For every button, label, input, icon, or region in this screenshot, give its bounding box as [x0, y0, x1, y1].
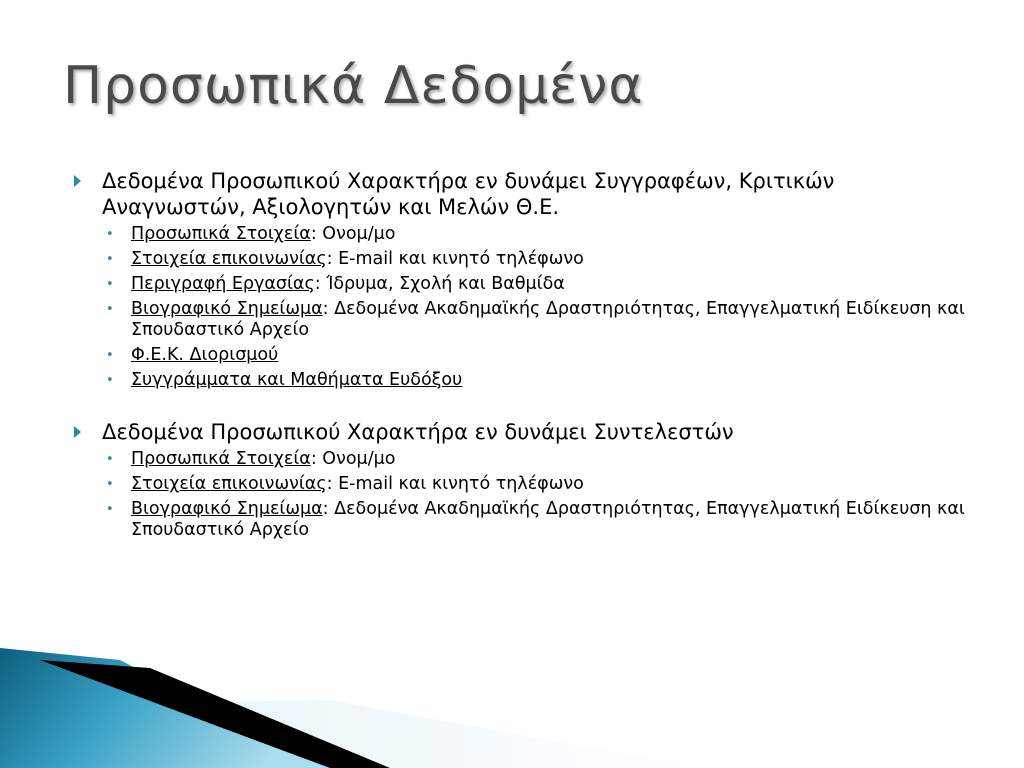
dot-bullet-icon: •	[106, 348, 114, 363]
list-item	[72, 224, 972, 245]
list-item	[72, 370, 972, 391]
triangle-bullet-icon	[74, 175, 81, 187]
section-contributors	[72, 419, 972, 541]
dot-bullet-icon: •	[106, 452, 114, 467]
item-text: : Δεδομένα Ακαδημαϊκής Δραστηριότητας, Επαγγελματική Ειδίκευση και Σπουδαστικό Αρχείο	[131, 499, 965, 540]
item-label: Φ.Ε.Κ. Διορισμού	[131, 345, 279, 365]
item-label: Περιγραφή Εργασίας	[131, 274, 315, 294]
triangle-bullet-icon	[74, 426, 81, 438]
item-text: : Δεδομένα Ακαδημαϊκής Δραστηριότητας, Επαγγελματική Ειδίκευση και Σπουδαστικό Αρχείο	[131, 299, 965, 340]
slide-body	[72, 168, 972, 545]
dot-bullet-icon: •	[106, 477, 114, 492]
item-text: : Ονομ/μο	[310, 224, 396, 244]
item-label: Στοιχεία επικοινωνίας	[131, 474, 327, 494]
item-text: : E-mail και κινητό τηλέφωνο	[326, 249, 584, 269]
section-items	[72, 449, 972, 541]
dot-bullet-icon: •	[106, 373, 114, 388]
dot-bullet-icon: •	[106, 227, 114, 242]
item-label: Βιογραφικό Σημείωμα	[131, 499, 323, 519]
item-text: : Ίδρυμα, Σχολή και Βαθμίδα	[314, 274, 565, 294]
dot-bullet-icon: •	[106, 302, 114, 317]
section-authors	[72, 168, 972, 391]
list-item	[72, 345, 972, 366]
item-label: Προσωπικά Στοιχεία	[131, 224, 311, 244]
list-item	[72, 449, 972, 470]
dot-bullet-icon: •	[106, 252, 114, 267]
item-text: : E-mail και κινητό τηλέφωνο	[326, 474, 584, 494]
dot-bullet-icon: •	[106, 277, 114, 292]
section-heading	[72, 419, 972, 445]
item-label: Συγγράμματα και Μαθήματα Ευδόξου	[131, 370, 463, 390]
list-item	[72, 249, 972, 270]
slide-title: Προσωπικά Δεδομένα	[63, 56, 644, 116]
item-text: : Ονομ/μο	[310, 449, 396, 469]
list-item	[72, 499, 972, 541]
item-label: Προσωπικά Στοιχεία	[131, 449, 311, 469]
section-heading-text: Δεδομένα Προσωπικού Χαρακτήρα εν δυνάμει Συγγραφέων, Κριτικών Αναγνωστών, Αξιολογητών και Μελών Θ.Ε.	[102, 169, 835, 219]
item-label: Στοιχεία επικοινωνίας	[131, 249, 327, 269]
dot-bullet-icon: •	[106, 502, 114, 517]
section-items	[72, 224, 972, 391]
list-item	[72, 474, 972, 495]
list-item	[72, 274, 972, 295]
list-item	[72, 299, 972, 341]
section-heading	[72, 168, 972, 220]
section-heading-text: Δεδομένα Προσωπικού Χαρακτήρα εν δυνάμει Συντελεστών	[102, 420, 734, 444]
item-label: Βιογραφικό Σημείωμα	[131, 299, 323, 319]
